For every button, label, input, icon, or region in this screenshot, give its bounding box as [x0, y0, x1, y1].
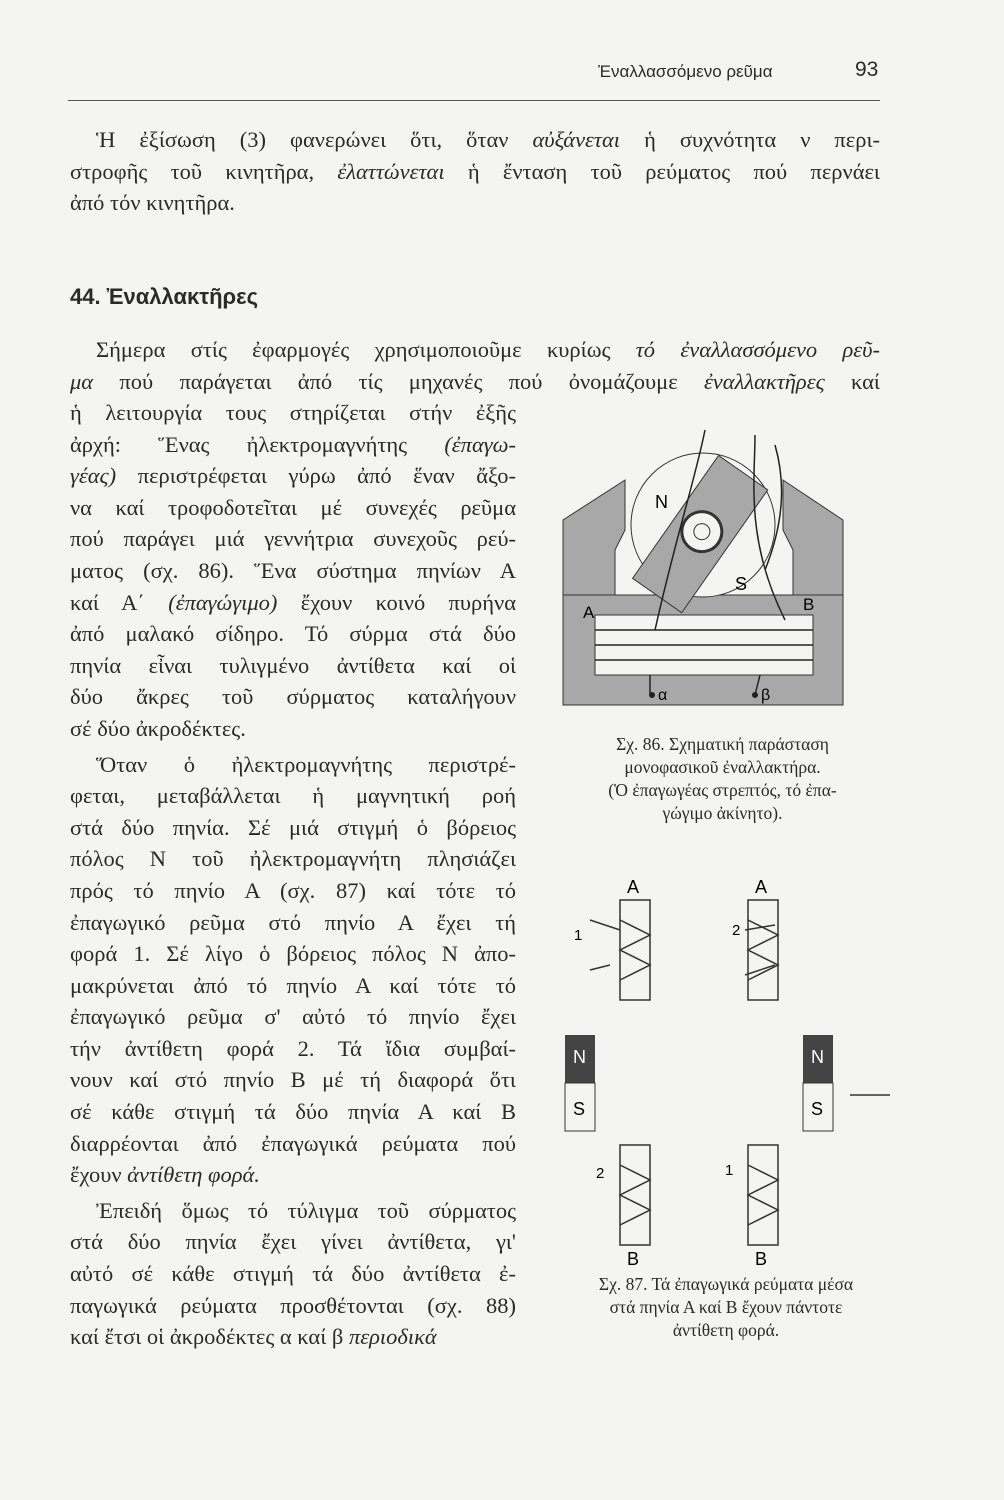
caption-line: ἀντίθετη φορά.	[672, 1320, 780, 1340]
text-line	[70, 843, 516, 875]
text-line	[70, 334, 880, 366]
text-segment: στροφῆς τοῦ κινητῆρα,	[70, 158, 338, 184]
text-segment: πόλος Ν τοῦ ἠλεκτρομαγνήτη πλησιάζει	[70, 846, 516, 872]
text-line	[70, 429, 516, 461]
fig87-dir1-label: 1	[574, 927, 583, 944]
text-line	[70, 460, 516, 492]
fig87-b-right: B	[755, 1249, 768, 1269]
text-segment: Ἡ ἐξίσωση (3) φανερώνει ὅτι, ὅταν	[96, 127, 533, 152]
caption-line: γώγιμο ἀκίνητο).	[662, 803, 783, 823]
fig86-coil-b-label: B	[803, 595, 815, 614]
text-segment: στά δύο πηνία. Σέ μιά στιγμή ὁ βόρειος	[70, 814, 516, 840]
text-line	[70, 397, 516, 429]
text-segment: ἐπαγωγικό ρεῦμα σ' αὐτό τό πηνίο ἔχει	[70, 1004, 516, 1030]
text-segment: πού παράγεται ἀπό τίς μηχανές πού ὀνομάζουμε	[93, 368, 704, 394]
text-segment: πρός τό πηνίο Α (σχ. 87) καί τότε τό	[70, 877, 516, 903]
text-segment: φεται, μεταβάλλεται ἡ μαγνητική ροή	[70, 783, 516, 809]
text-segment: ἐπαγωγικό ρεῦμα στό πηνίο Α ἔχει τή	[70, 909, 516, 935]
text-line	[70, 875, 516, 907]
figure-86-alternator-diagram	[555, 420, 855, 715]
text-line	[70, 1226, 516, 1258]
italic-term: ἀντίθετη φορά.	[127, 1162, 260, 1188]
text-line	[70, 650, 516, 682]
text-line	[70, 749, 516, 781]
text-segment: Ὅταν ὁ ἠλεκτρομαγνήτης περιστρέ-	[96, 751, 516, 777]
text-line	[70, 156, 880, 188]
text-segment: δύο ἄκρες τοῦ σύρματος καταλήγουν	[70, 684, 516, 710]
text-segment: παγωγικά ρεύματα προσθέτονται (σχ. 88)	[70, 1292, 516, 1318]
italic-term: περιοδικά	[348, 1324, 437, 1350]
fig87-dir2-label: 2	[732, 922, 741, 939]
text-line	[70, 618, 516, 650]
text-line	[70, 1195, 516, 1227]
fig86-alpha-label: α	[658, 687, 668, 704]
text-line	[70, 366, 880, 398]
italic-term: ἐλαττώνεται	[337, 158, 445, 184]
text-line	[70, 555, 516, 587]
italic-term: (ἐπαγώγιμο)	[168, 589, 278, 615]
text-line	[70, 907, 516, 939]
fig86-south-label: S	[735, 574, 748, 594]
caption-line: Σχ. 87. Τά ἐπαγωγικά ρεύματα μέσα	[598, 1274, 854, 1294]
text-segment: ἀπό μαλακό σίδηρο. Τό σύρμα στά δύο	[70, 621, 516, 647]
text-segment: ἀπό τόν κινητῆρα.	[70, 190, 235, 216]
text-line	[70, 1033, 516, 1065]
header-rule	[68, 100, 880, 101]
text-segment: ἔχουν	[70, 1162, 128, 1188]
italic-term: γέας)	[70, 463, 117, 489]
text-segment: καί	[824, 368, 880, 394]
text-line	[70, 1064, 516, 1096]
text-line	[70, 1096, 516, 1128]
caption-line: (Ὁ ἐπαγωγέας στρεπτός, τό ἐπα-	[608, 780, 837, 800]
text-line	[70, 1001, 516, 1033]
italic-term: μα	[70, 368, 94, 394]
text-segment: στά δύο πηνία ἔχει γίνει ἀντίθετα, γι'	[70, 1229, 516, 1255]
text-segment: πηνία εἶναι τυλιγμένο ἀντίθετα καί οἱ	[70, 652, 516, 678]
text-line	[70, 1128, 516, 1160]
text-line	[70, 587, 516, 619]
text-line	[70, 492, 516, 524]
caption-line: Σχ. 86. Σχηματική παράσταση	[616, 734, 829, 754]
text-segment: Σήμερα στίς ἐφαρμογές χρησιμοποιοῦμε κυρίως	[96, 337, 636, 362]
text-segment: ἡ συχνότητα ν περι-	[620, 127, 880, 152]
text-line	[70, 780, 516, 812]
italic-term: αὐξάνεται	[532, 127, 621, 152]
text-segment: ἀρχή: Ἕνας ἠλεκτρομαγνήτης	[70, 431, 445, 457]
text-segment: νουν καί στό πηνίο Β μέ τή διαφορά ὅτι	[70, 1067, 516, 1093]
text-segment: αὐτό σέ κάθε στιγμή τά δύο ἀντίθετα ἐ-	[70, 1261, 516, 1287]
column-text	[70, 397, 516, 1353]
text-segment: περιστρέφεται γύρω ἀπό ἕναν ἄξο-	[116, 463, 516, 489]
fig86-coil-a-label: A	[583, 603, 595, 622]
text-segment: Ἐπειδή ὅμως τό τύλιγμα τοῦ σύρματος	[96, 1197, 516, 1223]
text-line	[70, 124, 880, 156]
running-header-title: Ἐναλλασσόμενο ρεῦμα	[598, 62, 773, 81]
fig87-s-left: S	[573, 1099, 586, 1119]
text-segment: σέ δύο ἀκροδέκτες.	[70, 715, 246, 741]
text-line	[70, 970, 516, 1002]
figure-86-caption	[545, 733, 900, 825]
text-segment: τήν ἀντίθετη φορά 2. Τά ἴδια συμβαί-	[70, 1035, 516, 1061]
text-segment: φορά 1. Σέ λίγο ὁ βόρειος πόλος Ν ἀπο-	[70, 941, 516, 967]
text-line	[70, 938, 516, 970]
page-number: 93	[855, 58, 879, 81]
text-line	[70, 713, 516, 745]
text-line	[70, 523, 516, 555]
italic-term: (ἐπαγω-	[444, 431, 516, 457]
text-segment: ματος (σχ. 86). Ἕνα σύστημα πηνίων Α	[70, 557, 516, 583]
text-line	[70, 1321, 516, 1353]
text-segment: μακρύνεται ἀπό τό πηνίο Α καί τότε τό	[70, 972, 516, 998]
text-line	[70, 681, 516, 713]
fig87-n-left: N	[573, 1047, 586, 1067]
fig87-b-left: B	[627, 1249, 640, 1269]
figure-87-caption	[545, 1273, 907, 1342]
text-line	[70, 1258, 516, 1290]
fig86-north-label: N	[655, 492, 668, 512]
section-heading: 44. Ἐναλλακτῆρες	[70, 284, 259, 309]
italic-term: ἐναλλακτῆρες	[703, 368, 825, 394]
fig86-beta-label: β	[761, 687, 771, 704]
text-segment: ἡ ἔνταση τοῦ ρεύματος πού περνάει	[444, 158, 880, 184]
fig87-a-right: A	[755, 877, 768, 897]
text-line	[70, 187, 880, 219]
text-segment: να καί τροφοδοτεῖται μέ συνεχές ρεῦμα	[70, 494, 516, 520]
fig87-a-left: A	[627, 877, 640, 897]
wide-paragraph-lines	[70, 334, 880, 397]
text-line	[70, 1159, 516, 1191]
text-line	[70, 812, 516, 844]
caption-line: στά πηνία Α καί Β ἔχουν πάντοτε	[609, 1297, 843, 1317]
fig87-s-right: S	[811, 1099, 824, 1119]
text-line	[70, 1290, 516, 1322]
text-segment: καί ἔτσι οἱ ἀκροδέκτες α καί β	[70, 1324, 349, 1350]
text-segment: ἔχουν κοινό πυρήνα	[277, 589, 517, 615]
text-segment: διαρρέονται ἀπό ἐπαγωγικά ρεύματα πού	[70, 1130, 516, 1156]
intro-paragraph	[70, 124, 880, 219]
text-segment: καί Α΄	[70, 589, 169, 615]
italic-term: τό ἐναλλασσόμενο ρεῦ-	[635, 337, 880, 362]
fig87-dir2-label-b: 2	[596, 1165, 605, 1182]
figure-87-induced-currents-diagram	[560, 865, 900, 1270]
text-segment: ἡ λειτουργία τους στηρίζεται στήν ἐξῆς	[70, 400, 516, 425]
fig87-dir1-label-b: 1	[725, 1162, 734, 1179]
fig87-n-right: N	[811, 1047, 824, 1067]
text-segment: πού παράγει μιά γεννήτρια συνεχοῦς ρεύ-	[70, 526, 516, 552]
caption-line: μονοφασικοῦ ἐναλλακτήρα.	[624, 757, 821, 777]
text-segment: σέ κάθε στιγμή τά δύο πηνία Α καί Β	[70, 1099, 516, 1125]
